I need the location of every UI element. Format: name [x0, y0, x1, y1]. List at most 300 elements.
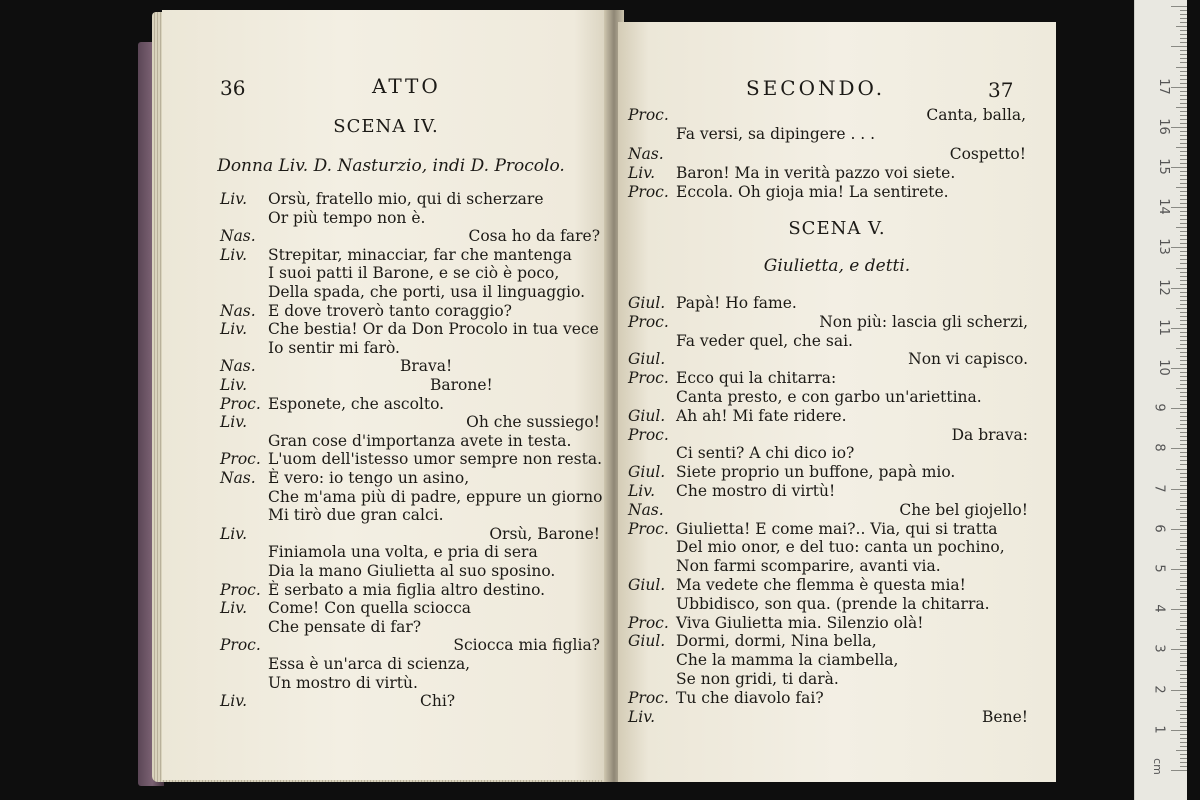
ruler-tick: [1180, 702, 1187, 703]
dialogue-line: [628, 106, 1026, 126]
speaker-name: Liv.: [220, 376, 248, 394]
speaker-name: Proc.: [628, 312, 669, 331]
ruler-tick: [1180, 613, 1187, 614]
ruler-tick: [1171, 207, 1187, 208]
ruler-tick: [1180, 561, 1187, 562]
ruler-tick: [1180, 706, 1187, 707]
ruler-tick: [1180, 573, 1187, 574]
ruler-tick: [1180, 272, 1187, 273]
ruler-tick: [1180, 296, 1187, 297]
ruler-tick: [1180, 686, 1187, 687]
dialogue-line: [628, 576, 1028, 596]
ruler-tick: [1180, 50, 1187, 51]
ruler-number: 9: [1151, 403, 1167, 412]
ruler-tick: [1171, 448, 1187, 449]
dialogue-text: Dormi, dormi, Nina bella,: [676, 632, 877, 651]
speaker-name: Liv.: [220, 524, 248, 543]
speaker-name: Liv.: [628, 482, 656, 500]
ruler-tick: [1180, 485, 1187, 486]
ruler-tick: [1180, 617, 1187, 618]
ruler-tick: [1180, 292, 1187, 293]
dialogue-line: [628, 313, 1028, 333]
ruler-tick: [1180, 155, 1187, 156]
dialogue-text: Che pensate di far?: [268, 617, 422, 636]
speaker-name: Nas.: [220, 227, 256, 246]
dialogue-text: Finiamola una volta, e pria di sera: [268, 543, 538, 562]
ruler-tick: [1180, 123, 1187, 124]
ruler-tick: [1180, 404, 1187, 405]
ruler-tick: [1180, 219, 1187, 220]
dialogue-line: [220, 618, 600, 638]
dialogue-text: Fa versi, sa dipingere . . .: [676, 125, 876, 144]
dialogue-line: [628, 332, 1028, 352]
ruler-tick: [1180, 211, 1187, 212]
page-number: 37: [988, 78, 1014, 102]
speaker-name: Proc.: [628, 369, 669, 388]
speaker-name: Nas.: [220, 469, 256, 487]
ruler-tick: [1180, 501, 1187, 502]
dialogue-line: [220, 450, 603, 470]
dialogue-line: [628, 164, 1026, 184]
speaker-name: Proc.: [628, 688, 669, 707]
dialogue-line: [628, 125, 1026, 145]
ruler-tick: [1180, 163, 1187, 164]
ruler-tick: [1180, 195, 1187, 196]
ruler-tick: [1180, 633, 1187, 634]
dialogue-line: [220, 543, 600, 563]
ruler-tick: [1180, 34, 1187, 35]
ruler-tick: [1180, 235, 1187, 236]
ruler-tick: [1180, 215, 1187, 216]
ruler-tick: [1180, 416, 1187, 417]
dialogue-line: [220, 227, 600, 247]
ruler-tick: [1180, 714, 1187, 715]
dialogue-text: Orsù, fratello mio, qui di scherzare: [268, 190, 544, 208]
ruler-tick: [1180, 284, 1187, 285]
ruler-tick: [1180, 199, 1187, 200]
ruler-tick: [1176, 107, 1187, 108]
speaker-name: Liv.: [220, 599, 248, 618]
ruler-tick: [1180, 678, 1187, 679]
ruler-tick: [1180, 332, 1187, 333]
ruler-tick: [1180, 541, 1187, 542]
ruler-tick: [1180, 340, 1187, 341]
dialogue-line: [628, 388, 1028, 408]
speaker-name: Proc.: [220, 580, 261, 599]
ruler-tick: [1180, 585, 1187, 586]
ruler-tick: [1180, 746, 1187, 747]
ruler-tick: [1180, 352, 1187, 353]
ruler-tick: [1180, 191, 1187, 192]
dialogue-line: [628, 651, 1028, 671]
ruler-tick: [1180, 581, 1187, 582]
dialogue-line: [220, 302, 600, 322]
ruler-tick: [1180, 517, 1187, 518]
ruler-tick: [1180, 380, 1187, 381]
ruler-number: 3: [1151, 644, 1167, 654]
ruler-tick: [1180, 312, 1187, 313]
ruler-tick: [1180, 384, 1187, 385]
dialogue-text: Viva Giulietta mia. Silenzio olà!: [676, 613, 924, 632]
ruler-tick: [1180, 223, 1187, 224]
ruler-tick: [1180, 754, 1187, 755]
ruler-tick: [1180, 665, 1187, 666]
dialogue-text: Or più tempo non è.: [268, 208, 426, 227]
ruler-tick: [1180, 762, 1187, 763]
ruler-tick: [1180, 243, 1187, 244]
ruler-tick: [1180, 364, 1187, 365]
dialogue-line: [628, 538, 1028, 558]
dialogue-line: [628, 595, 1028, 615]
speaker-name: Liv.: [220, 320, 248, 339]
ruler-number: 6: [1151, 524, 1167, 533]
dialogue-text: È serbato a mia figlia altro destino.: [268, 580, 546, 599]
speaker-name: Giul.: [628, 576, 666, 594]
speaker-name: Proc.: [628, 425, 669, 444]
ruler-tick: [1180, 637, 1187, 638]
speaker-name: Liv.: [628, 707, 656, 726]
running-head: ATTO: [372, 74, 441, 98]
ruler-tick: [1180, 62, 1187, 63]
dialogue-text: Che mostro di virtù!: [676, 482, 836, 500]
dialogue-text: Ecco qui la chitarra:: [676, 369, 837, 388]
dialogue-line: [220, 674, 600, 694]
cast-list: Giulietta, e detti.: [763, 256, 911, 276]
ruler-tick: [1180, 356, 1187, 357]
dialogue-line: [220, 469, 600, 489]
speaker-name: Giul.: [628, 294, 666, 312]
ruler-tick: [1176, 549, 1187, 550]
ruler-tick: [1180, 452, 1187, 453]
page-number: 36: [220, 76, 246, 100]
ruler-tick: [1180, 481, 1187, 482]
ruler-tick: [1180, 324, 1187, 325]
ruler-tick: [1180, 38, 1187, 39]
ruler-tick: [1180, 553, 1187, 554]
speaker-name: Giul.: [628, 463, 666, 482]
ruler-tick: [1180, 336, 1187, 337]
speaker-name: Liv.: [220, 245, 248, 264]
dialogue-text: Brava!: [400, 357, 453, 376]
dialogue-text: Ma vedete che flemma è questa mia!: [676, 576, 966, 594]
ruler-tick: [1180, 320, 1187, 321]
ruler-tick: [1171, 489, 1187, 490]
dialogue-line: [220, 692, 600, 712]
dialogue-line: [628, 708, 1028, 728]
ruler-tick: [1180, 175, 1187, 176]
dialogue-text: Baron! Ma in verità pazzo voi siete.: [676, 163, 956, 182]
ruler-tick: [1180, 10, 1187, 11]
dialogue-line: [628, 670, 1028, 690]
ruler-tick: [1176, 227, 1187, 228]
ruler-tick: [1180, 464, 1187, 465]
ruler-tick: [1180, 251, 1187, 252]
ruler-number: 1: [1151, 725, 1167, 734]
dialogue-text: Tu che diavolo fai?: [676, 688, 824, 707]
dialogue-text: Un mostro di virtù.: [268, 673, 418, 692]
speaker-name: Proc.: [628, 613, 669, 632]
ruler-tick: [1180, 694, 1187, 695]
ruler-tick: [1180, 255, 1187, 256]
dialogue-line: [220, 432, 600, 452]
dialogue-text: Ubbidisco, son qua. (prende la chitarra.: [676, 594, 990, 613]
ruler-tick: [1180, 545, 1187, 546]
dialogue-text: Eccola. Oh gioja mia! La sentirete.: [676, 183, 949, 202]
scene-title: SCENA V.: [788, 218, 886, 239]
dialogue-text: Giulietta! E come mai?.. Via, qui si tratta: [676, 519, 998, 538]
dialogue-line: [220, 283, 600, 303]
dialogue-text: Chi?: [420, 692, 456, 711]
ruler-tick: [1180, 432, 1187, 433]
ruler-tick: [1180, 42, 1187, 43]
ruler-tick: [1180, 151, 1187, 152]
ruler-number: 7: [1151, 483, 1167, 493]
speaker-name: Nas.: [628, 500, 664, 519]
ruler-tick: [1176, 388, 1187, 389]
ruler-tick: [1176, 348, 1187, 349]
ruler-tick: [1180, 493, 1187, 494]
ruler-tick: [1171, 167, 1187, 168]
ruler-tick: [1171, 730, 1187, 731]
dialogue-line: [628, 689, 1028, 709]
speaker-name: Proc.: [628, 519, 669, 538]
ruler-tick: [1180, 372, 1187, 373]
dialogue-text: Mi tirò due gran calci.: [268, 506, 444, 525]
ruler-tick: [1180, 661, 1187, 662]
dialogue-text: Che bel giojello!: [899, 500, 1028, 519]
ruler-tick: [1171, 408, 1187, 409]
dialogue-text: Canta presto, e con garbo un'ariettina.: [676, 388, 982, 406]
dialogue-text: Sciocca mia figlia?: [453, 636, 600, 655]
dialogue-text: Che bestia! Or da Don Procolo in tua vece: [268, 320, 599, 339]
ruler-tick: [1176, 67, 1187, 68]
ruler-tick: [1180, 83, 1187, 84]
dialogue-text: Canta, balla,: [926, 106, 1026, 124]
ruler-tick: [1180, 300, 1187, 301]
dialogue-line: [220, 339, 600, 359]
dialogue-line: [628, 482, 1028, 502]
dialogue-text: Non più: lascia gli scherzi,: [819, 312, 1028, 331]
dialogue-line: [220, 376, 600, 396]
ruler-tick: [1171, 609, 1187, 610]
dialogue-line: [220, 320, 600, 340]
ruler-tick: [1180, 605, 1187, 606]
dialogue-text: Se non gridi, ti darà.: [676, 670, 839, 688]
measuring-ruler: [1134, 0, 1187, 800]
dialogue-text: Ah ah! Mi fate ridere.: [676, 406, 847, 425]
ruler-tick: [1180, 259, 1187, 260]
speaker-name: Giul.: [628, 632, 666, 651]
ruler-tick: [1171, 288, 1187, 289]
ruler-number: 10: [1155, 359, 1171, 376]
ruler-tick: [1180, 436, 1187, 437]
dialogue-text: Barone!: [430, 376, 493, 394]
dialogue-text: Essa è un'arca di scienza,: [268, 655, 471, 673]
ruler-tick: [1180, 653, 1187, 654]
open-book: [138, 10, 1058, 782]
ruler-tick: [1180, 239, 1187, 240]
ruler-tick: [1176, 187, 1187, 188]
ruler-tick: [1180, 601, 1187, 602]
dialogue-text: È vero: io tengo un asino,: [268, 469, 470, 487]
ruler-tick: [1180, 30, 1187, 31]
dialogue-line: [220, 655, 600, 675]
ruler-tick: [1176, 308, 1187, 309]
ruler-tick: [1180, 79, 1187, 80]
dialogue-line: [220, 636, 600, 656]
ruler-tick: [1171, 690, 1187, 691]
ruler-number: 12: [1155, 278, 1171, 296]
dialogue-line: [220, 599, 600, 619]
dialogue-text: I suoi patti il Barone, e se ciò è poco,: [268, 264, 560, 283]
speaker-name: Proc.: [220, 394, 261, 413]
ruler-tick: [1180, 577, 1187, 578]
dialogue-line: [220, 357, 600, 377]
ruler-tick: [1176, 589, 1187, 590]
ruler-tick: [1176, 469, 1187, 470]
scene-title: SCENA IV.: [333, 116, 439, 137]
ruler-tick: [1180, 14, 1187, 15]
ruler-tick: [1180, 420, 1187, 421]
dialogue-line: [220, 190, 600, 210]
dialogue-text: Esponete, che ascolto.: [268, 394, 445, 413]
dialogue-line: [628, 444, 1028, 464]
ruler-tick: [1171, 569, 1187, 570]
ruler-tick: [1180, 621, 1187, 622]
ruler-tick: [1180, 726, 1187, 727]
ruler-tick: [1176, 670, 1187, 671]
ruler-tick: [1180, 18, 1187, 19]
ruler-tick: [1180, 537, 1187, 538]
dialogue-text: L'uom dell'istesso umor sempre non resta.: [268, 450, 603, 469]
ruler-tick: [1176, 750, 1187, 751]
ruler-tick: [1180, 344, 1187, 345]
dialogue-line: [628, 463, 1028, 483]
ruler-tick: [1180, 593, 1187, 594]
dialogue-text: Strepitar, minacciar, far che mantenga: [268, 245, 572, 264]
dialogue-text: Papà! Ho fame.: [676, 294, 797, 312]
ruler-tick: [1171, 6, 1187, 7]
ruler-tick: [1180, 766, 1187, 767]
ruler-tick: [1176, 629, 1187, 630]
ruler-tick: [1180, 179, 1187, 180]
dialogue-text: Gran cose d'importanza avete in testa.: [268, 431, 572, 450]
ruler-tick: [1180, 645, 1187, 646]
speaker-name: Proc.: [220, 450, 261, 469]
ruler-tick: [1180, 641, 1187, 642]
ruler-tick: [1171, 247, 1187, 248]
ruler-tick: [1180, 682, 1187, 683]
ruler-tick: [1180, 718, 1187, 719]
ruler-tick: [1180, 400, 1187, 401]
ruler-tick: [1180, 203, 1187, 204]
dialogue-line: [220, 209, 600, 229]
ruler-tick: [1180, 460, 1187, 461]
ruler-tick: [1180, 171, 1187, 172]
ruler-tick: [1180, 533, 1187, 534]
ruler-tick: [1180, 758, 1187, 759]
ruler-tick: [1180, 95, 1187, 96]
dialogue-text: Che m'ama più di padre, eppure un giorno: [268, 487, 603, 506]
speaker-name: Liv.: [220, 692, 248, 711]
speaker-name: Giul.: [628, 406, 666, 425]
ruler-tick: [1180, 456, 1187, 457]
ruler-tick: [1176, 509, 1187, 510]
ruler-tick: [1180, 525, 1187, 526]
ruler-tick: [1180, 280, 1187, 281]
dialogue-text: Siete proprio un buffone, papà mio.: [676, 463, 956, 482]
ruler-tick: [1180, 625, 1187, 626]
speaker-name: Liv.: [628, 163, 656, 182]
dialogue-text: Cosa ho da fare?: [468, 227, 600, 246]
ruler-tick: [1180, 444, 1187, 445]
ruler-tick: [1180, 263, 1187, 264]
ruler-tick: [1180, 183, 1187, 184]
ruler-tick: [1176, 428, 1187, 429]
ruler-unit: cm: [1150, 758, 1164, 775]
ruler-tick: [1180, 477, 1187, 478]
dialogue-line: [628, 294, 1028, 314]
dialogue-text: Come! Con quella sciocca: [268, 599, 472, 618]
dialogue-line: [220, 487, 603, 508]
ruler-tick: [1180, 276, 1187, 277]
ruler-number: 17: [1155, 77, 1171, 95]
dialogue-line: [220, 562, 600, 582]
ruler-tick: [1180, 111, 1187, 112]
dialogue-line: [628, 501, 1028, 521]
ruler-number: 14: [1155, 198, 1171, 215]
ruler-number: 4: [1151, 604, 1167, 613]
ruler-tick: [1180, 135, 1187, 136]
ruler-tick: [1180, 54, 1187, 55]
dialogue-line: [220, 246, 600, 266]
ruler-tick: [1180, 71, 1187, 72]
ruler-tick: [1176, 268, 1187, 269]
dialogue-text: Non vi capisco.: [908, 350, 1028, 369]
ruler-tick: [1180, 304, 1187, 305]
ruler-tick: [1180, 722, 1187, 723]
dialogue-line: [628, 557, 1028, 577]
ruler-tick: [1180, 505, 1187, 506]
ruler-tick: [1180, 521, 1187, 522]
ruler-tick: [1180, 316, 1187, 317]
ruler-number: 5: [1151, 564, 1167, 573]
ruler-number: 2: [1151, 684, 1167, 694]
dialogue-text: Orsù, Barone!: [489, 524, 600, 543]
ruler-tick: [1171, 529, 1187, 530]
dialogue-text: Non farmi scomparire, avanti via.: [676, 557, 941, 576]
dialogue-text: Ci senti? A chi dico io?: [676, 444, 855, 463]
ruler-tick: [1180, 557, 1187, 558]
dialogue-line: [628, 350, 1028, 370]
ruler-tick: [1180, 734, 1187, 735]
dialogue-line: [220, 413, 600, 433]
dialogue-line: [628, 632, 1028, 652]
ruler-tick: [1180, 376, 1187, 377]
ruler-tick: [1180, 497, 1187, 498]
ruler-tick: [1180, 674, 1187, 675]
ruler-tick: [1180, 91, 1187, 92]
dialogue-text: Da brava:: [951, 425, 1028, 444]
ruler-number: 15: [1155, 158, 1171, 175]
ruler-tick: [1180, 115, 1187, 116]
ruler-tick: [1180, 58, 1187, 59]
dialogue-line: [628, 614, 1028, 634]
ruler-tick: [1180, 738, 1187, 739]
dialogue-line: [628, 369, 1028, 389]
ruler-tick: [1176, 147, 1187, 148]
ruler-tick: [1180, 103, 1187, 104]
